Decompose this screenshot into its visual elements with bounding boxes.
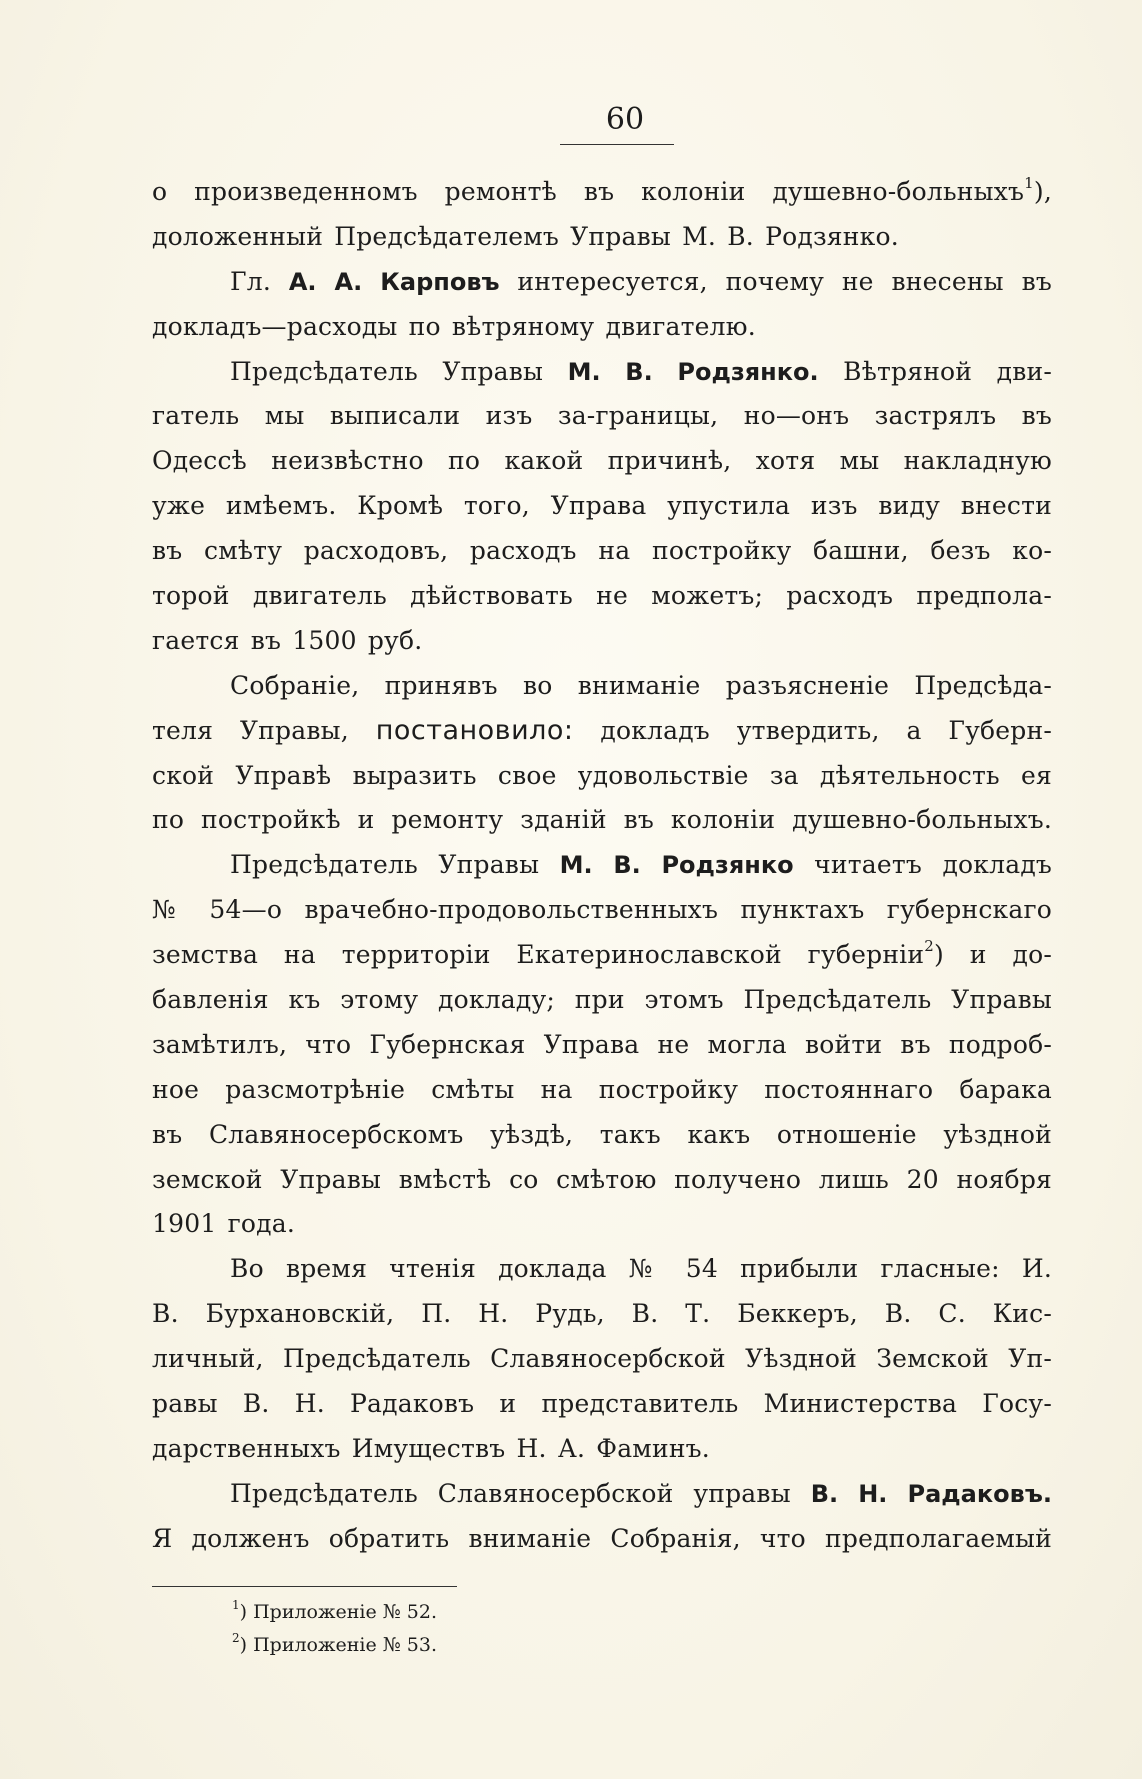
paragraph <box>152 350 1052 664</box>
text-line: дарственныхъ Имуществъ Н. А. Фаминъ. <box>152 1433 710 1463</box>
text-line <box>152 709 1052 754</box>
speaker-name: В. Н. Радаковъ. <box>810 1479 1052 1508</box>
text-line: Я долженъ обратить вниманіе Собранія, что предполагаемый <box>152 1523 1052 1553</box>
footnote-item <box>232 1596 732 1629</box>
text-run: Предсѣдатель Славяносербской управы <box>230 1478 791 1508</box>
text-line <box>152 170 1052 215</box>
text-line: уже имѣемъ. Кромѣ того, Управа упустила изъ виду внести <box>152 491 1052 521</box>
text-line: 1901 года. <box>152 1209 295 1239</box>
paragraph <box>152 1472 1052 1562</box>
speaker-name: М. В. Родзянко. <box>567 357 819 386</box>
text-line: Одессѣ неизвѣстно по какой причинѣ, хотя мы накладную <box>152 446 1052 476</box>
footnote-ref: 2 <box>924 937 934 956</box>
footnote-text: ) Приложеніе № 52. <box>239 1601 437 1623</box>
paragraph <box>152 664 1052 844</box>
text-run: теля Управы, <box>152 715 349 745</box>
text-line <box>152 260 1052 305</box>
text-line: замѣтилъ, что Губернская Управа не могла войти въ подроб- <box>152 1029 1052 1059</box>
body-text <box>152 170 1052 1562</box>
speaker-name: А. А. Карповъ <box>288 267 500 296</box>
footnote-ref: 1 <box>1024 174 1034 192</box>
text-run: интересуется, почему не внесены въ <box>517 266 1052 296</box>
text-line: гатель мы выписали изъ за-границы, но—онъ застрялъ въ <box>152 401 1052 431</box>
footnote-mark: 2 <box>232 1631 240 1645</box>
footnote-item <box>232 1629 732 1662</box>
page-number: 60 <box>605 102 645 137</box>
text-run: докладъ утвердить, а Губерн- <box>600 715 1052 745</box>
text-line: ской Управѣ выразить свое удовольствіе за дѣятельность ея <box>152 760 1052 790</box>
paragraph <box>152 260 1052 350</box>
footnote-mark: 1 <box>232 1598 240 1612</box>
text-line: доложенный Предсѣдателемъ Управы М. В. Родзянко. <box>152 221 899 251</box>
text-run: Гл. <box>230 266 271 296</box>
text-line: Собраніе, принявъ во вниманіе разъясненіе Предсѣда- <box>230 670 1052 700</box>
text-line: въ Славяносербскомъ уѣздѣ, такъ какъ отношеніе уѣздной <box>152 1119 1052 1149</box>
footnote-divider <box>152 1586 457 1587</box>
page-number-rule <box>560 144 674 145</box>
text-line <box>152 1472 1052 1517</box>
text-line: гается въ 1500 руб. <box>152 625 423 655</box>
text-line <box>152 350 1052 395</box>
text-line: земской Управы вмѣстѣ со смѣтою получено лишь 20 ноября <box>152 1164 1052 1194</box>
text-line: В. Бурхановскій, П. Н. Рудь, В. Т. Беккеръ, В. С. Кис- <box>152 1299 1052 1329</box>
text-run: ), <box>1033 177 1052 206</box>
speaker-name: М. В. Родзянко <box>559 851 794 880</box>
text-line: бавленія къ этому докладу; при этомъ Предсѣдатель Управы <box>152 985 1052 1015</box>
text-run: ) и до- <box>934 940 1052 970</box>
text-line: торой двигатель дѣйствовать не можетъ; расходъ предпола- <box>152 581 1052 611</box>
paragraph <box>152 170 1052 260</box>
text-line: ное разсмотрѣніе смѣты на постройку постояннаго барака <box>152 1074 1052 1104</box>
text-line: по постройкѣ и ремонту зданій въ колоніи душевно-больныхъ. <box>152 805 1052 835</box>
footnote-text: ) Приложеніе № 53. <box>239 1634 437 1656</box>
text-line: личный, Предсѣдатель Славяносербской Уѣздной Земской Уп- <box>152 1344 1052 1374</box>
text-line <box>152 933 1052 978</box>
text-run: земства на территоріи Екатеринославской губерніи <box>152 940 925 970</box>
text-line <box>152 843 1052 888</box>
text-line: въ смѣту расходовъ, расходъ на постройку башни, безъ ко- <box>152 536 1052 566</box>
paragraph <box>152 843 1052 1247</box>
text-run: Вѣтряной дви- <box>843 356 1053 386</box>
footnotes <box>232 1596 732 1662</box>
text-line: Во время чтенія доклада № 54 прибыли гласные: И. <box>230 1254 1052 1284</box>
paragraph <box>152 1247 1052 1471</box>
text-run: читаетъ докладъ <box>814 850 1053 880</box>
text-run: Предсѣдатель Управы <box>230 850 540 880</box>
text-run: Предсѣдатель Управы <box>230 356 544 386</box>
text-line: № 54—о врачебно-продовольственныхъ пунктахъ губернскаго <box>152 895 1052 925</box>
text-run: о произведенномъ ремонтѣ въ колоніи душевно-больныхъ <box>152 177 1025 206</box>
text-line: докладъ—расходы по вѣтряному двигателю. <box>152 311 756 341</box>
text-line: равы В. Н. Радаковъ и представитель Министерства Госу- <box>152 1389 1052 1419</box>
resolution-keyword: постановило: <box>375 714 574 746</box>
